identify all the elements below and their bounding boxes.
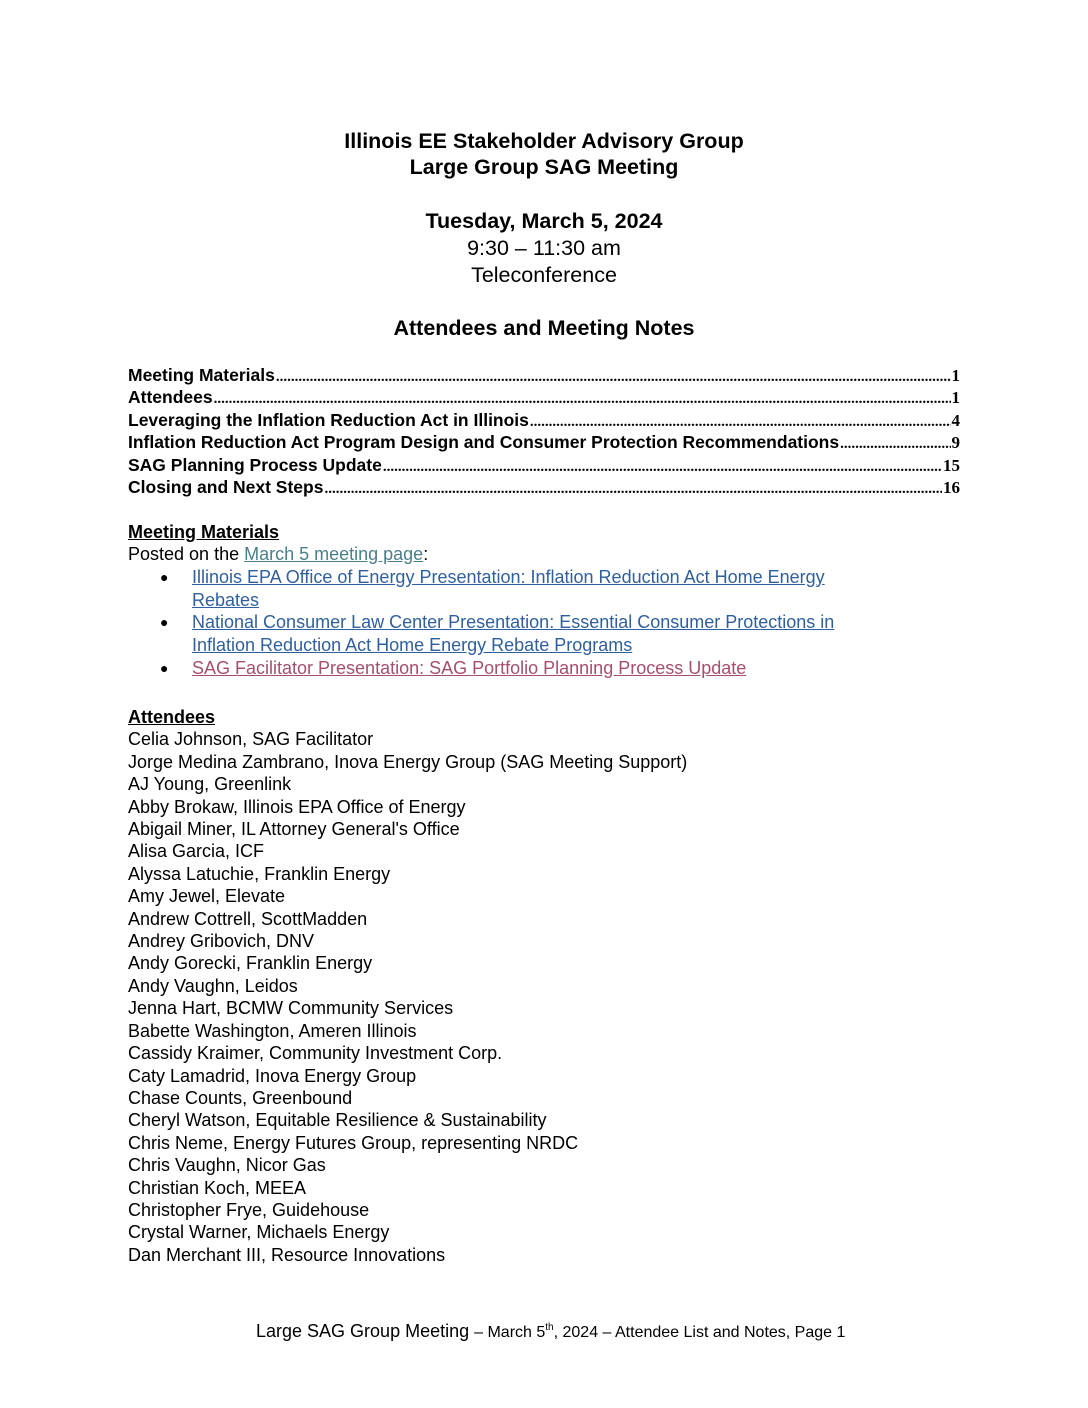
list-item: Caty Lamadrid, Inova Energy Group (128, 1065, 417, 1086)
footer-part-3: , 2024 – Attendee List and Notes, Page 1 (553, 1324, 846, 1341)
toc-entry-label: Inflation Reduction Act Program Design and Consumer Protection Recommendations (128, 432, 840, 453)
attendees-section (128, 706, 968, 1266)
list-item: Amy Jewel, Elevate (128, 886, 286, 907)
list-item: Abigail Miner, IL Attorney General's Office (128, 819, 460, 840)
footer-part-1: Large SAG Group Meeting (256, 1321, 475, 1341)
list-item: Andrey Gribovich, DNV (128, 931, 315, 952)
toc-leader-dots (383, 459, 942, 476)
toc-entry-sag-planning[interactable] (128, 455, 960, 477)
attendees-heading: Attendees (128, 707, 216, 727)
toc-entry-label: Leveraging the Inflation Reduction Act in Illinois (128, 409, 529, 430)
bullet-icon: ● (160, 660, 169, 676)
list-item: Andy Gorecki, Franklin Energy (128, 953, 373, 974)
toc-entry-meeting-materials[interactable] (128, 365, 960, 387)
list-item: Andrew Cottrell, ScottMadden (128, 908, 368, 929)
list-item (128, 566, 968, 612)
nclc-presentation-link[interactable] (192, 612, 834, 655)
list-item: Babette Washington, Ameren Illinois (128, 1020, 417, 1041)
page-footer (256, 1321, 845, 1342)
epa-presentation-link[interactable] (192, 567, 825, 610)
toc-entry-page: 9 (951, 433, 960, 453)
list-item: Abby Brokaw, Illinois EPA Office of Energy (128, 796, 466, 817)
list-item: Dan Merchant III, Resource Innovations (128, 1244, 446, 1265)
link-line: Rebates (192, 589, 260, 610)
list-item (128, 611, 968, 657)
toc-leader-dots (530, 414, 951, 431)
sag-facilitator-presentation-link[interactable]: SAG Facilitator Presentation: SAG Portfolio Planning Process Update (192, 658, 747, 678)
list-item: Jenna Hart, BCMW Community Services (128, 998, 454, 1019)
toc-entry-page: 16 (943, 477, 960, 497)
list-item: Cassidy Kraimer, Community Investment Corp. (128, 1043, 503, 1064)
toc-leader-dots (276, 369, 951, 386)
org-title: Illinois EE Stakeholder Advisory Group (344, 129, 744, 153)
toc-entry-page: 4 (951, 410, 960, 430)
meeting-date: Tuesday, March 5, 2024 (425, 209, 663, 233)
meeting-materials-heading: Meeting Materials (128, 522, 280, 542)
posted-suffix: : (423, 544, 429, 565)
toc-entry-label: Meeting Materials (128, 365, 275, 385)
toc-entry-page: 1 (951, 366, 960, 385)
toc-entry-attendees[interactable] (128, 387, 960, 409)
meeting-materials-section (128, 521, 968, 680)
list-item: Cheryl Watson, Equitable Resilience & Sustainability (128, 1110, 547, 1131)
toc-entry-page: 15 (943, 455, 960, 475)
list-item: Christopher Frye, Guidehouse (128, 1199, 370, 1220)
meeting-location: Teleconference (471, 263, 617, 287)
list-item: Andy Vaughn, Leidos (128, 975, 298, 996)
footer-superscript: th (545, 1322, 554, 1333)
toc-entry-label: SAG Planning Process Update (128, 454, 382, 475)
toc-entry-ira-program-design[interactable] (128, 432, 960, 454)
posted-prefix: Posted on the (128, 544, 245, 565)
toc-leader-dots (324, 481, 942, 498)
list-item: Crystal Warner, Michaels Energy (128, 1222, 390, 1243)
meeting-title: Large Group SAG Meeting (409, 155, 679, 179)
materials-list (128, 566, 968, 680)
list-item: Chase Counts, Greenbound (128, 1087, 353, 1108)
list-item: Chris Vaughn, Nicor Gas (128, 1155, 326, 1176)
toc-leader-dots (840, 436, 950, 453)
toc-leader-dots (214, 391, 951, 408)
meeting-time: 9:30 – 11:30 am (467, 236, 621, 260)
table-of-contents (128, 365, 960, 499)
list-item: AJ Young, Greenlink (128, 774, 292, 795)
bullet-icon: ● (160, 568, 169, 585)
bullet-icon: ● (160, 614, 169, 631)
meeting-page-link[interactable]: March 5 meeting page (244, 544, 424, 565)
list-item: Alisa Garcia, ICF (128, 841, 265, 862)
toc-entry-leveraging-ira[interactable] (128, 410, 960, 432)
list-item: Jorge Medina Zambrano, Inova Energy Group (SAG Meeting Support) (128, 751, 688, 772)
link-line: National Consumer Law Center Presentation: Essential Consumer Protections in (192, 612, 835, 633)
list-item: Alyssa Latuchie, Franklin Energy (128, 863, 391, 884)
document-title: Attendees and Meeting Notes (393, 316, 695, 340)
toc-entry-label: Closing and Next Steps (128, 476, 324, 497)
list-item: Chris Neme, Energy Futures Group, representing NRDC (128, 1132, 579, 1153)
link-line: Illinois EPA Office of Energy Presentation: Inflation Reduction Act Home Energy (192, 566, 825, 587)
footer-part-2: – March 5 (474, 1324, 546, 1341)
link-line: Inflation Reduction Act Home Energy Rebate Programs (192, 635, 633, 656)
toc-entry-closing[interactable] (128, 477, 960, 499)
toc-entry-label: Attendees (128, 387, 213, 408)
list-item: Christian Koch, MEEA (128, 1177, 307, 1198)
posted-on-line (128, 543, 968, 565)
toc-entry-page: 1 (951, 388, 960, 408)
list-item (128, 657, 968, 680)
list-item: Celia Johnson, SAG Facilitator (128, 729, 374, 750)
